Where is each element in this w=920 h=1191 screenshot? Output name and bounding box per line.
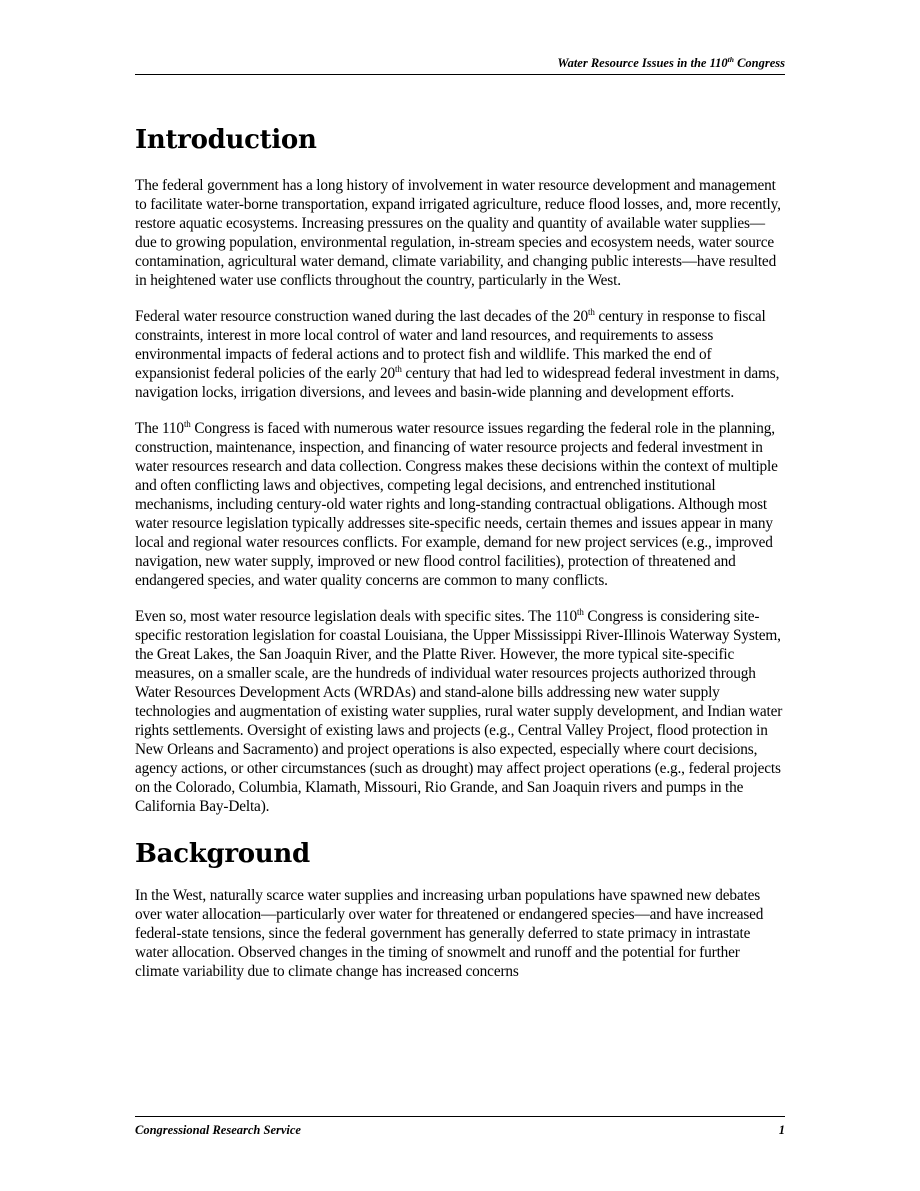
running-footer (135, 1116, 785, 1138)
header-title-sup: th (727, 54, 734, 64)
footer-publisher: Congressional Research Service (135, 1123, 301, 1137)
paragraph: The 110th Congress is faced with numerous water resource issues regarding the federal role in the planning, construction, maintenance, inspection, and financing of water resource projects and federal investment in water resources research and data collection. Congress makes these decisions within the context of multiple and often conflicting laws and objectives, competing legal decisions, and entrenched institutional mechanisms, including century-old water rights and long-standing contractual obligations. Although most water resource legislation typically addresses site-specific needs, certain themes and issues appear in many local and regional water resources conflicts. For example, demand for new project services (e.g., improved navigation, new water supply, improved or new flood control facilities), protection of threatened and endangered species, and water quality concerns are common to many conflicts. (135, 418, 778, 589)
paragraph: Even so, most water resource legislation deals with specific sites. The 110th Congress is considering site-specific restoration legislation for coastal Louisiana, the Upper Mississippi River-Illinois Waterway System, the Great Lakes, the San Joaquin River, and the Platte River. However, the more typical site-specific measures, on a smaller scale, are the hundreds of individual water resources projects authorized through Water Resources Development Acts (WRDAs) and stand-alone bills addressing new water supply technologies and augmentation of existing water supplies, rural water supply development, and Indian water rights settlements. Oversight of existing laws and projects (e.g., Central Valley Project, flood protection in New Orleans and Sacramento) and project operations is also expected, especially where court decisions, agency actions, or other circumstances (such as drought) may affect project operations (e.g., federal projects on the Colorado, Columbia, Klamath, Missouri, Rio Grande, and San Joaquin rivers and pumps in the California Bay-Delta). (135, 606, 783, 815)
paragraph: Federal water resource construction waned during the last decades of the 20th century in response to fiscal constraints, interest in more local control of water and land resources, and requirements to assess environmental impacts of federal actions and to protect fish and wildlife. This marked the end of expansionist federal policies of the early 20th century that had led to widespread federal investment in dams, navigation locks, irrigation diversions, and levees and basin-wide planning and development efforts. (135, 306, 780, 401)
paragraph: The federal government has a long history of involvement in water resource development and management to facilitate water-borne transportation, expand irrigated agriculture, reduce flood losses, and, more recently, restore aquatic ecosystems. Increasing pressures on the quality and quantity of available water supplies—due to growing population, environmental regulation, in-stream species and ecosystem needs, water source contamination, agricultural water demand, climate variability, and changing public interests—have resulted in heightened water use conflicts throughout the country, particularly in the West. (135, 177, 781, 289)
header-title-prefix: Water Resource Issues in the 110 (557, 56, 728, 70)
section-heading-introduction: Introduction (135, 125, 317, 155)
body-content (135, 122, 785, 998)
running-header (135, 56, 785, 75)
section-heading-background: Background (135, 839, 310, 869)
header-title-suffix: Congress (733, 56, 785, 70)
page-number: 1 (778, 1123, 785, 1137)
paragraph: In the West, naturally scarce water supplies and increasing urban populations have spawned new debates over water allocation—particularly over water for threatened or endangered species—and have increased federal-state tensions, since the federal government has generally deferred to state primacy in intrastate water allocation. Observed changes in the timing of snowmelt and runoff and the potential for further climate variability due to climate change has increased concerns (135, 887, 764, 980)
